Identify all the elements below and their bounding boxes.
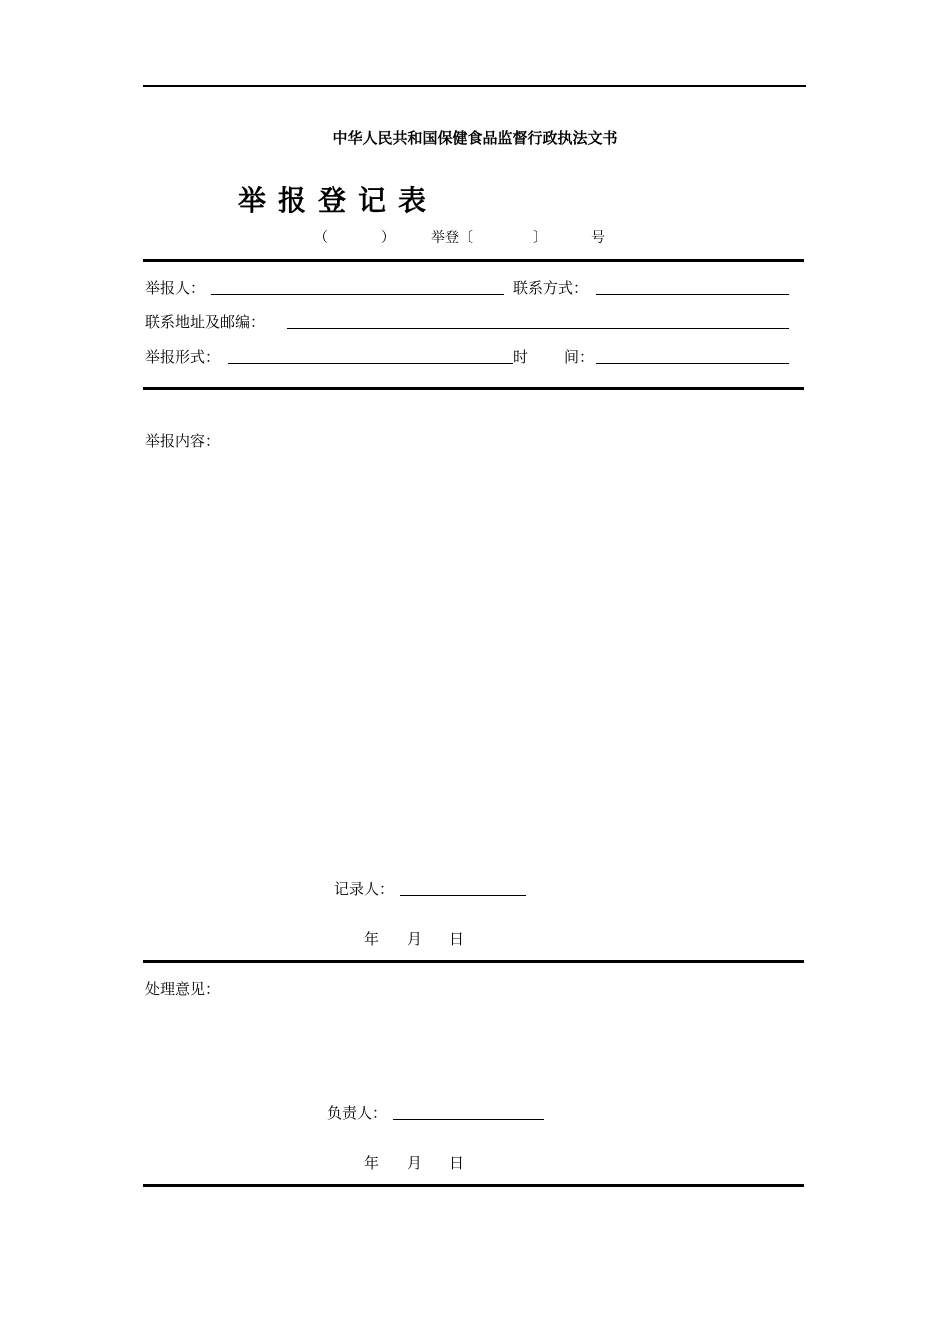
number-suffix: 号 bbox=[591, 230, 605, 246]
report-form-field[interactable] bbox=[228, 363, 513, 364]
time-label-second: 间： bbox=[564, 348, 595, 366]
recorder-label: 记录人： bbox=[334, 880, 395, 898]
handling-date-month: 月 bbox=[407, 1154, 423, 1172]
reporter-label: 举报人： bbox=[145, 279, 206, 297]
content-date-year: 年 bbox=[364, 930, 380, 948]
number-bracket-close: 〕 bbox=[533, 230, 547, 246]
time-label-first: 时 bbox=[513, 348, 529, 366]
section-rule-1 bbox=[143, 259, 804, 262]
recorder-field[interactable] bbox=[400, 895, 526, 896]
responsible-person-label: 负责人： bbox=[327, 1104, 388, 1122]
handling-date-year: 年 bbox=[364, 1154, 380, 1172]
top-rule bbox=[143, 85, 806, 87]
document-header-title: 中华人民共和国保健食品监督行政执法文书 bbox=[332, 129, 618, 147]
address-label: 联系地址及邮编： bbox=[145, 313, 266, 331]
handling-date-day: 日 bbox=[449, 1154, 465, 1172]
handling-opinion-area[interactable] bbox=[145, 1003, 800, 1093]
content-date-day: 日 bbox=[449, 930, 465, 948]
number-prefix: 举登〔 bbox=[431, 230, 473, 246]
section-rule-3 bbox=[143, 960, 804, 963]
reporter-field[interactable] bbox=[211, 294, 504, 295]
bottom-rule bbox=[143, 1184, 804, 1187]
form-title: 举报登记表 bbox=[238, 184, 439, 217]
report-content-area[interactable] bbox=[145, 455, 800, 865]
number-paren-close: ） bbox=[381, 230, 395, 246]
address-field[interactable] bbox=[287, 328, 789, 329]
report-form-label: 举报形式： bbox=[145, 348, 221, 366]
content-date-month: 月 bbox=[407, 930, 423, 948]
number-paren-open: （ bbox=[314, 230, 328, 246]
responsible-person-field[interactable] bbox=[393, 1119, 544, 1120]
contact-field[interactable] bbox=[596, 294, 789, 295]
section-rule-2 bbox=[143, 387, 804, 390]
contact-label: 联系方式： bbox=[513, 279, 589, 297]
report-content-label: 举报内容： bbox=[145, 432, 221, 450]
time-field[interactable] bbox=[596, 363, 789, 364]
handling-opinion-label: 处理意见： bbox=[145, 980, 221, 998]
